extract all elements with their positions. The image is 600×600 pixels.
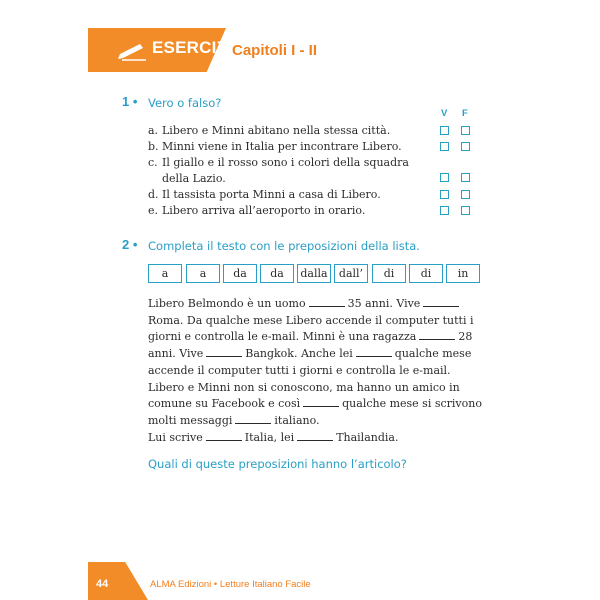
word-box: di xyxy=(372,264,406,283)
page-number: 44 xyxy=(96,578,109,590)
passage-line: Lui scrive Italia, lei Thailandia. xyxy=(148,430,399,444)
answer-blank[interactable] xyxy=(297,430,333,441)
statement-c: c. Il giallo e il rosso sono i colori della squadra della Lazio. xyxy=(148,156,409,185)
word-box: in xyxy=(446,264,480,283)
answer-blank[interactable] xyxy=(303,396,339,407)
exercise-2-number: 2 • xyxy=(122,237,138,252)
exercise-1-number: 1 • xyxy=(122,94,138,109)
word-box: dalla xyxy=(297,264,331,283)
checkbox-d-false[interactable] xyxy=(461,190,470,199)
checkbox-d-true[interactable] xyxy=(440,190,449,199)
section-label: ESERCIZI xyxy=(152,38,233,57)
passage-line: molti messaggi italiano. xyxy=(148,413,320,427)
followup-question: Quali di queste preposizioni hanno l’articolo? xyxy=(148,457,407,471)
checkbox-a-true[interactable] xyxy=(440,126,449,135)
answer-blank[interactable] xyxy=(419,329,455,340)
passage-line: Roma. Da qualche mese Libero accende il computer tutti i xyxy=(148,313,474,327)
passage-line: giorni e controlla le e-mail. Minni è una ragazza 28 xyxy=(148,330,473,344)
passage-line: accende il computer tutti i giorni e controlla le e-mail. xyxy=(148,363,451,377)
answer-blank[interactable] xyxy=(206,430,242,441)
passage-line: anni. Vive Bangkok. Anche lei qualche mese xyxy=(148,347,472,361)
checkbox-c-false[interactable] xyxy=(461,173,470,182)
answer-blank[interactable] xyxy=(206,346,242,357)
word-box: a xyxy=(148,264,182,283)
answer-blank[interactable] xyxy=(235,413,271,424)
pencil-icon xyxy=(118,40,148,62)
statement-b: b. Minni viene in Italia per incontrare Libero. xyxy=(148,140,402,153)
statement-d: d. Il tassista porta Minni a casa di Libero. xyxy=(148,188,381,201)
true-column-header: V xyxy=(441,108,448,119)
answer-blank[interactable] xyxy=(423,296,459,307)
word-box: da xyxy=(260,264,294,283)
checkbox-e-true[interactable] xyxy=(440,206,449,215)
exercise-1-title: Vero o falso? xyxy=(148,96,222,110)
passage-line: Libero e Minni non si conoscono, ma hanno un amico in xyxy=(148,380,460,394)
word-box: da xyxy=(223,264,257,283)
word-box: a xyxy=(186,264,220,283)
checkbox-b-true[interactable] xyxy=(440,142,449,151)
statement-a: a. Libero e Minni abitano nella stessa città. xyxy=(148,124,391,137)
exercise-2-title: Completa il testo con le preposizioni della lista. xyxy=(148,239,420,253)
false-column-header: F xyxy=(462,108,468,119)
answer-blank[interactable] xyxy=(356,346,392,357)
answer-blank[interactable] xyxy=(309,296,345,307)
checkbox-b-false[interactable] xyxy=(461,142,470,151)
passage-line: comune su Facebook e così qualche mese si scrivono xyxy=(148,397,482,411)
checkbox-e-false[interactable] xyxy=(461,206,470,215)
word-box: dall’ xyxy=(334,264,368,283)
passage-line: Libero Belmondo è un uomo 35 anni. Vive xyxy=(148,296,478,313)
publisher-line: ALMA Edizioni • Letture Italiano Facile xyxy=(150,579,311,590)
cloze-passage xyxy=(148,296,482,446)
checkbox-a-false[interactable] xyxy=(461,126,470,135)
word-box: di xyxy=(409,264,443,283)
checkbox-c-true[interactable] xyxy=(440,173,449,182)
statement-e: e. Libero arriva all’aeroporto in orario. xyxy=(148,204,366,217)
chapter-title: Capitoli I - II xyxy=(232,42,317,59)
